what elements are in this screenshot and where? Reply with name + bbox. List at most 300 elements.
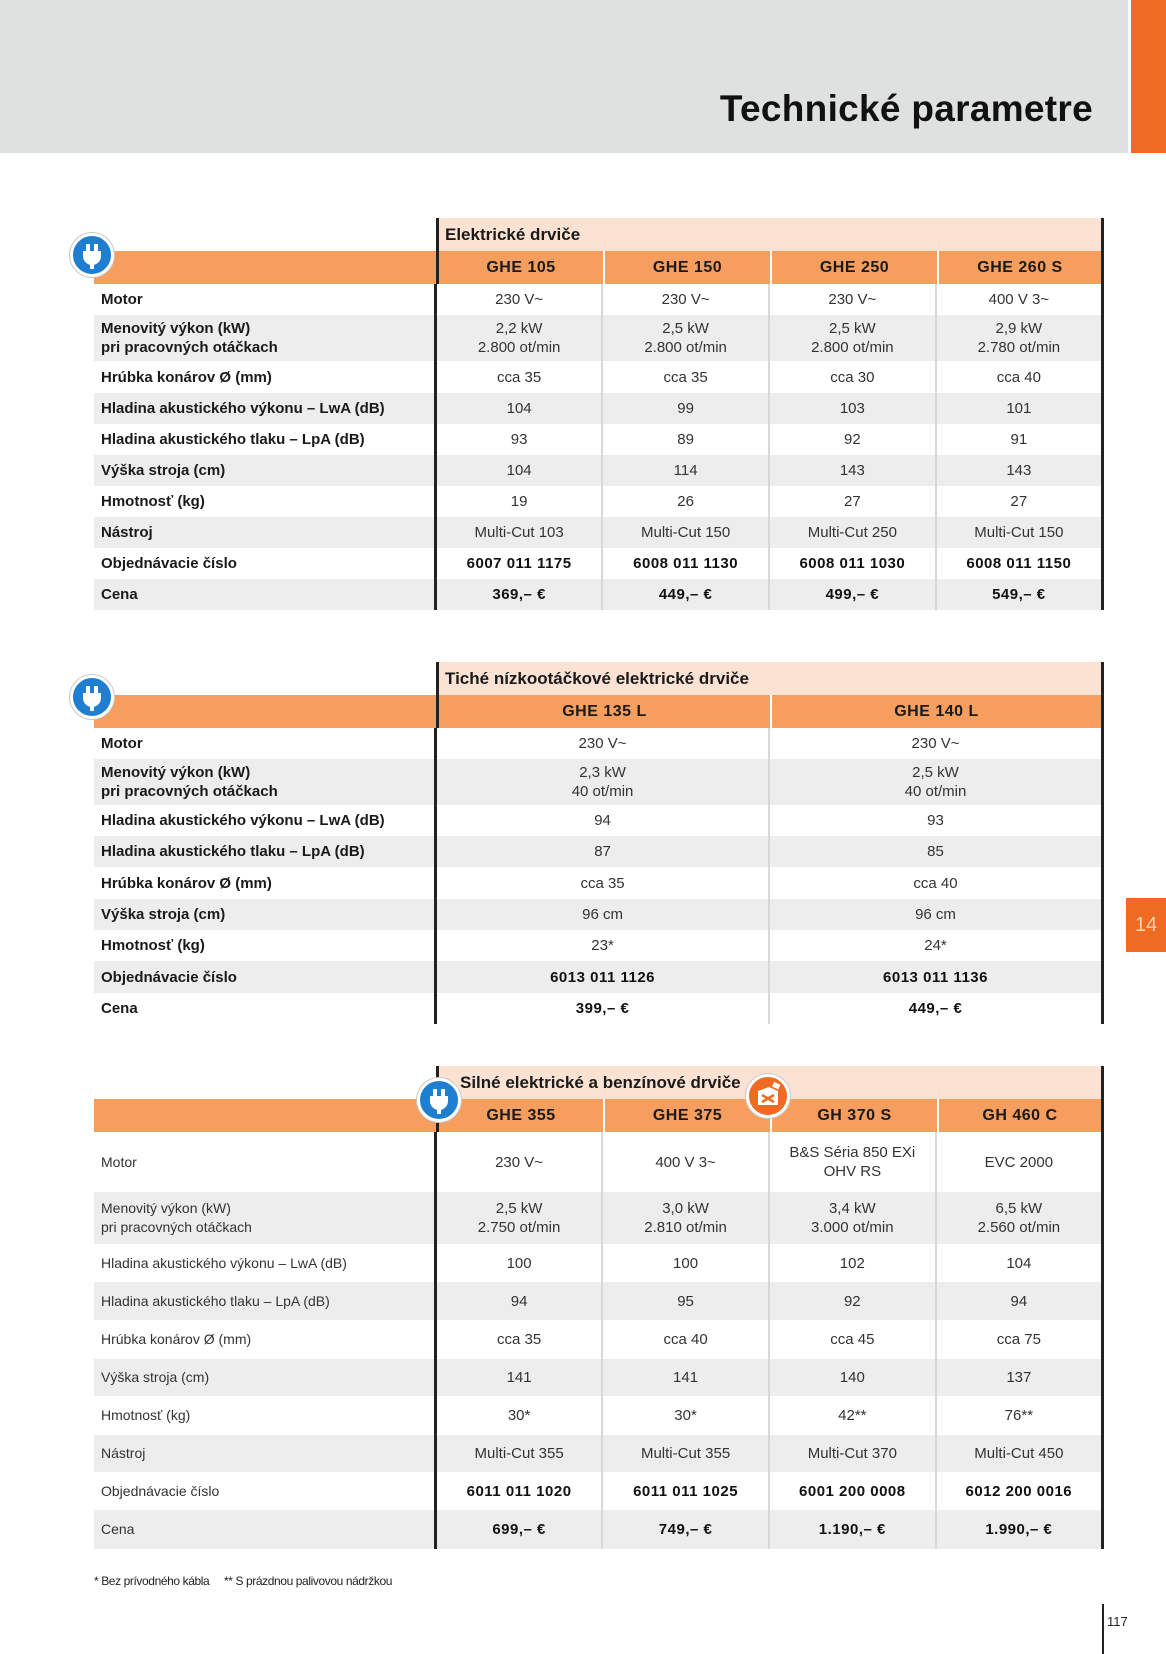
value-cell [602, 1396, 769, 1435]
row-label-subtext: pri pracovných otáčkach [101, 783, 278, 800]
value-text: cca 40 [663, 1331, 708, 1348]
row-label-text: Hladina akustického výkonu – LwA (dB) [101, 400, 385, 417]
value-cell [936, 517, 1103, 548]
value-cell [435, 1132, 602, 1192]
value-text: 102 [839, 1254, 865, 1272]
value-cell [435, 1244, 602, 1282]
value-cell [436, 993, 769, 1024]
value-text: 230 V~ [495, 291, 544, 308]
value-cell [936, 361, 1103, 393]
value-text: 27 [1010, 493, 1028, 510]
value-cell [936, 1282, 1103, 1320]
value-text: 6008 011 1030 [799, 555, 906, 572]
spec-table [94, 284, 1104, 610]
value-text: 93 [927, 812, 944, 829]
value-text: 141 [506, 1369, 532, 1386]
value-text: 369,– € [492, 586, 546, 603]
row-label-text: Cena [101, 586, 138, 603]
model-header-row [94, 695, 1104, 728]
value-cell [769, 315, 936, 361]
value-text: cca 35 [663, 368, 708, 386]
value-cell [936, 284, 1103, 315]
value-text: 230 V~ [828, 291, 877, 308]
page-title: Technické parametre [719, 88, 1093, 129]
value-subtext: 2.800 ot/min [811, 339, 894, 356]
table-row [94, 393, 1103, 424]
value-text: 96 cm [915, 906, 956, 923]
value-cell [936, 1132, 1103, 1192]
value-text: 76** [1004, 1407, 1034, 1424]
value-cell [936, 1359, 1103, 1396]
value-text: 104 [1006, 1254, 1032, 1272]
value-subtext: 2.750 ot/min [477, 1219, 561, 1236]
row-label-text: Výška stroja (cm) [101, 1369, 210, 1385]
row-label-text: Nástroj [101, 1445, 146, 1461]
value-text: 6013 011 1136 [883, 968, 988, 986]
plug-icon [70, 233, 114, 277]
row-label [94, 1192, 435, 1244]
value-text: EVC 2000 [984, 1153, 1054, 1171]
value-text: 449,– € [908, 1000, 963, 1017]
table-row [94, 455, 1103, 486]
row-label-text: Hrúbka konárov Ø (mm) [101, 874, 272, 892]
section-title: Silné elektrické a benzínové drviče [436, 1066, 1104, 1099]
value-cell [436, 728, 769, 759]
value-text: 2,9 kW [995, 320, 1043, 337]
value-text: 1.190,– € [818, 1521, 886, 1538]
row-label [94, 517, 436, 548]
value-cell [602, 424, 769, 455]
model-header: GHE 375 [603, 1099, 770, 1132]
table-row [94, 486, 1103, 517]
value-cell [936, 424, 1103, 455]
value-text: cca 35 [496, 1331, 542, 1348]
value-cell [769, 1244, 936, 1282]
header-band [0, 0, 1128, 153]
row-label-text: Hladina akustického tlaku – LpA (dB) [101, 1292, 330, 1309]
fuel-can-icon [746, 1074, 790, 1118]
value-text: 399,– € [575, 1000, 630, 1017]
value-text: 30* [674, 1407, 697, 1424]
value-text: 94 [1010, 1292, 1028, 1310]
table-row [94, 805, 1103, 836]
row-label [94, 548, 436, 579]
row-label-text: Hrúbka konárov Ø (mm) [101, 368, 272, 386]
value-text: cca 30 [830, 368, 875, 386]
row-label-text: Motor [101, 291, 143, 308]
value-cell [602, 284, 769, 315]
value-cell [436, 836, 769, 867]
value-text: 6011 011 1025 [633, 1482, 739, 1500]
value-cell [769, 1192, 936, 1244]
footnote-double: ** S prázdnou palivovou nádržkou [224, 1574, 392, 1588]
value-cell [769, 867, 1102, 899]
value-text: cca 35 [497, 368, 542, 386]
value-cell [769, 548, 936, 579]
value-text: Multi-Cut 103 [474, 524, 564, 541]
value-text: 99 [677, 400, 694, 417]
table-row [94, 424, 1103, 455]
table-border [436, 662, 439, 695]
row-label [94, 1244, 435, 1282]
value-subtext: 2.780 ot/min [977, 339, 1061, 356]
value-cell [769, 993, 1102, 1024]
value-cell [769, 1320, 936, 1359]
value-cell [769, 899, 1102, 930]
table-border [1101, 662, 1104, 695]
value-text: Multi-Cut 150 [974, 524, 1064, 541]
row-label-text: Nástroj [101, 524, 153, 541]
value-cell [769, 759, 1102, 805]
row-label [94, 993, 436, 1024]
row-label [94, 315, 436, 361]
value-cell [435, 1320, 602, 1359]
table-row [94, 361, 1103, 393]
value-cell [769, 961, 1102, 993]
value-cell [769, 1132, 936, 1192]
model-header: GHE 140 L [770, 695, 1104, 728]
value-text: 499,– € [825, 586, 880, 603]
row-label [94, 1435, 435, 1472]
value-cell [936, 315, 1103, 361]
row-label [94, 759, 436, 805]
value-text: 87 [594, 843, 611, 860]
row-label-text: Hladina akustického tlaku – LpA (dB) [101, 431, 365, 448]
value-cell [602, 455, 769, 486]
table-row [94, 759, 1103, 805]
row-label [94, 1320, 435, 1359]
value-cell [602, 393, 769, 424]
value-text: 6012 200 0016 [965, 1482, 1073, 1500]
value-cell [435, 1359, 602, 1396]
value-text: 400 V 3~ [655, 1153, 716, 1171]
row-label [94, 1472, 435, 1510]
row-label [94, 728, 436, 759]
value-cell [602, 1472, 769, 1510]
value-cell [602, 1510, 769, 1549]
value-text: 95 [677, 1292, 694, 1310]
model-header: GHE 355 [436, 1099, 603, 1132]
row-label-text: Hladina akustického výkonu – LwA (dB) [101, 812, 385, 829]
row-label-text: Výška stroja (cm) [101, 462, 226, 479]
value-text: 100 [506, 1254, 532, 1272]
value-cell [936, 1320, 1103, 1359]
value-cell [769, 728, 1102, 759]
table-border [1101, 218, 1104, 251]
value-text: 137 [1006, 1369, 1032, 1386]
value-text: cca 35 [580, 874, 625, 892]
value-cell [602, 579, 769, 610]
value-text: 2,5 kW [912, 764, 959, 781]
value-text: 2,2 kW [495, 320, 543, 337]
row-label [94, 930, 436, 961]
table-row [94, 1282, 1103, 1320]
value-cell [435, 1396, 602, 1435]
value-cell [769, 455, 936, 486]
value-text: cca 40 [996, 368, 1041, 386]
value-cell [769, 284, 936, 315]
value-cell [436, 961, 769, 993]
value-cell [602, 1435, 769, 1472]
model-header: GHE 150 [603, 251, 770, 284]
value-subtext: 3.000 ot/min [811, 1219, 894, 1236]
table-row [94, 1320, 1103, 1359]
table-border [436, 218, 439, 251]
row-label [94, 361, 436, 393]
value-subtext: 2.810 ot/min [644, 1219, 727, 1236]
value-cell [769, 1396, 936, 1435]
value-text: Multi-Cut 250 [807, 524, 897, 541]
value-text: 94 [594, 812, 611, 829]
table-row [94, 548, 1103, 579]
value-text: 30* [507, 1407, 531, 1424]
value-cell [436, 393, 603, 424]
model-header-row [94, 1099, 1104, 1132]
value-cell [602, 517, 769, 548]
value-cell [435, 1435, 602, 1472]
value-text: 101 [1006, 400, 1032, 417]
value-cell [435, 1472, 602, 1510]
value-cell [602, 315, 769, 361]
value-text: 3,4 kW [828, 1200, 876, 1217]
value-cell [602, 361, 769, 393]
table-row [94, 930, 1103, 961]
table-row [94, 284, 1103, 315]
value-text: 6008 011 1130 [633, 555, 739, 572]
row-label [94, 836, 436, 867]
value-text: 1.990,– € [985, 1521, 1053, 1538]
table-row [94, 1472, 1103, 1510]
value-cell [769, 517, 936, 548]
header-accent-strip [1131, 0, 1166, 153]
value-text: 143 [1006, 462, 1032, 479]
table-row [94, 993, 1103, 1024]
row-label [94, 805, 436, 836]
table-row [94, 1435, 1103, 1472]
spec-table [94, 728, 1104, 1024]
value-cell [436, 284, 603, 315]
value-cell [769, 393, 936, 424]
value-cell [769, 1435, 936, 1472]
table-row [94, 579, 1103, 610]
model-header-row [94, 251, 1104, 284]
value-cell [936, 1192, 1103, 1244]
value-cell [602, 1192, 769, 1244]
value-text: 6013 011 1126 [550, 968, 656, 986]
header-blank [94, 1099, 436, 1132]
row-label-subtext: pri pracovných otáčkach [101, 1219, 252, 1235]
value-text: 143 [839, 462, 865, 479]
value-text: 100 [673, 1254, 699, 1272]
value-text: cca 40 [913, 874, 958, 892]
value-cell [435, 1192, 602, 1244]
value-cell [602, 548, 769, 579]
model-header: GH 460 C [937, 1099, 1104, 1132]
value-subtext: 2.560 ot/min [977, 1219, 1061, 1236]
value-cell [435, 1510, 602, 1549]
value-text: 141 [673, 1369, 699, 1386]
row-label-text: Objednávacie číslo [101, 968, 237, 986]
value-text: 6011 011 1020 [466, 1482, 572, 1500]
value-cell [602, 1132, 769, 1192]
value-text: 104 [506, 462, 532, 479]
model-header: GHE 135 L [436, 695, 770, 728]
value-cell [436, 930, 769, 961]
table-row [94, 315, 1103, 361]
value-text: 230 V~ [578, 735, 627, 752]
row-label [94, 961, 436, 993]
value-text: Multi-Cut 450 [974, 1445, 1064, 1462]
model-header: GH 370 S [770, 1099, 937, 1132]
model-header: GHE 260 S [937, 251, 1104, 284]
spec-table [94, 1132, 1104, 1549]
row-label [94, 867, 436, 899]
row-label-text: Hmotnosť (kg) [101, 493, 205, 510]
value-cell [769, 361, 936, 393]
value-cell [602, 1320, 769, 1359]
value-text: 19 [510, 493, 528, 510]
value-text: 6007 011 1175 [466, 555, 572, 572]
row-label-text: Hladina akustického tlaku – LpA (dB) [101, 843, 365, 860]
table-row [94, 1510, 1103, 1549]
table-row [94, 1359, 1103, 1396]
value-text: 114 [673, 462, 698, 479]
value-text: 230 V~ [661, 291, 710, 308]
value-text: 26 [677, 493, 694, 510]
value-cell [602, 486, 769, 517]
value-cell [769, 579, 936, 610]
row-label [94, 1132, 435, 1192]
row-label-text: Hladina akustického výkonu – LwA (dB) [101, 1254, 347, 1271]
value-text: Multi-Cut 355 [640, 1445, 731, 1462]
table-row [94, 1132, 1103, 1192]
value-subtext: 40 ot/min [571, 783, 634, 800]
value-cell [769, 486, 936, 517]
value-text: 549,– € [992, 586, 1046, 603]
row-label-subtext: pri pracovných otáčkach [101, 339, 278, 356]
value-text: 89 [677, 431, 694, 448]
value-text: 2,3 kW [579, 764, 626, 781]
row-label-text: Cena [101, 1000, 138, 1017]
value-cell [769, 424, 936, 455]
chapter-tab[interactable]: 14 [1126, 898, 1166, 952]
row-label [94, 1282, 435, 1320]
row-label-text: Motor [101, 735, 143, 752]
row-label-text: Menovitý výkon (kW) [101, 1200, 231, 1216]
row-label [94, 1510, 435, 1549]
row-label-text: Výška stroja (cm) [101, 906, 226, 923]
model-header: GHE 250 [770, 251, 937, 284]
value-text: Multi-Cut 150 [641, 524, 731, 541]
value-text: B&S Séria 850 EXi [789, 1144, 916, 1161]
value-cell [436, 805, 769, 836]
page-number: 117 [1107, 1614, 1128, 1629]
value-cell [769, 1510, 936, 1549]
value-cell [936, 1510, 1103, 1549]
value-text: 27 [844, 493, 861, 510]
value-cell [936, 579, 1103, 610]
value-text: 699,– € [492, 1521, 546, 1538]
value-cell [936, 486, 1103, 517]
table-row [94, 1244, 1103, 1282]
value-cell [602, 1282, 769, 1320]
value-cell [769, 1359, 936, 1396]
row-label [94, 1359, 435, 1396]
value-text: 92 [843, 1292, 861, 1310]
row-label [94, 579, 436, 610]
value-text: 42** [838, 1407, 867, 1424]
value-text: 24* [924, 937, 947, 954]
value-cell [936, 548, 1103, 579]
header-blank [94, 695, 436, 728]
value-text: 749,– € [658, 1521, 713, 1538]
table-row [94, 899, 1103, 930]
value-cell [602, 1244, 769, 1282]
value-text: 6008 011 1150 [966, 555, 1072, 572]
value-cell [435, 1282, 602, 1320]
header-blank [94, 251, 436, 284]
table-row [94, 867, 1103, 899]
value-cell [436, 517, 603, 548]
section-title: Tiché nízkootáčkové elektrické drviče [436, 662, 1104, 695]
row-label-text: Menovitý výkon (kW) [101, 764, 251, 781]
value-text: 230 V~ [495, 1153, 544, 1171]
value-subtext: 2.800 ot/min [477, 339, 561, 356]
value-text: 93 [510, 431, 528, 448]
value-text: 6001 200 0008 [799, 1482, 906, 1500]
row-label-text: Hmotnosť (kg) [101, 1407, 191, 1423]
value-cell [436, 361, 603, 393]
value-text: cca 45 [830, 1331, 875, 1348]
value-text: 92 [844, 431, 861, 448]
row-label [94, 486, 436, 517]
row-label [94, 393, 436, 424]
row-label-text: Motor [101, 1153, 137, 1170]
value-cell [936, 1435, 1103, 1472]
footnote-single: * Bez prívodného kábla [94, 1574, 210, 1588]
value-cell [936, 455, 1103, 486]
value-text: 23* [591, 937, 614, 954]
value-cell [769, 805, 1102, 836]
value-cell [436, 486, 603, 517]
row-label [94, 899, 436, 930]
value-text: 91 [1010, 431, 1028, 448]
value-cell [436, 548, 603, 579]
value-cell [936, 1472, 1103, 1510]
value-text: 140 [839, 1369, 865, 1386]
table-row [94, 836, 1103, 867]
value-subtext: OHV RS [823, 1163, 882, 1180]
row-label [94, 424, 436, 455]
row-label-text: Objednávacie číslo [101, 1482, 220, 1499]
value-cell [436, 424, 603, 455]
value-cell [769, 836, 1102, 867]
value-text: Multi-Cut 370 [807, 1445, 897, 1462]
value-cell [769, 930, 1102, 961]
value-cell [602, 1359, 769, 1396]
row-label-text: Hmotnosť (kg) [101, 937, 205, 954]
value-subtext: 2.800 ot/min [644, 339, 727, 356]
value-text: 2,5 kW [829, 320, 876, 337]
value-cell [769, 1282, 936, 1320]
section-title: Elektrické drviče [436, 218, 1104, 251]
table-border [1101, 1066, 1104, 1099]
value-cell [436, 455, 603, 486]
row-label-text: Menovitý výkon (kW) [101, 320, 251, 337]
row-label [94, 455, 436, 486]
row-label [94, 284, 436, 315]
value-cell [936, 393, 1103, 424]
